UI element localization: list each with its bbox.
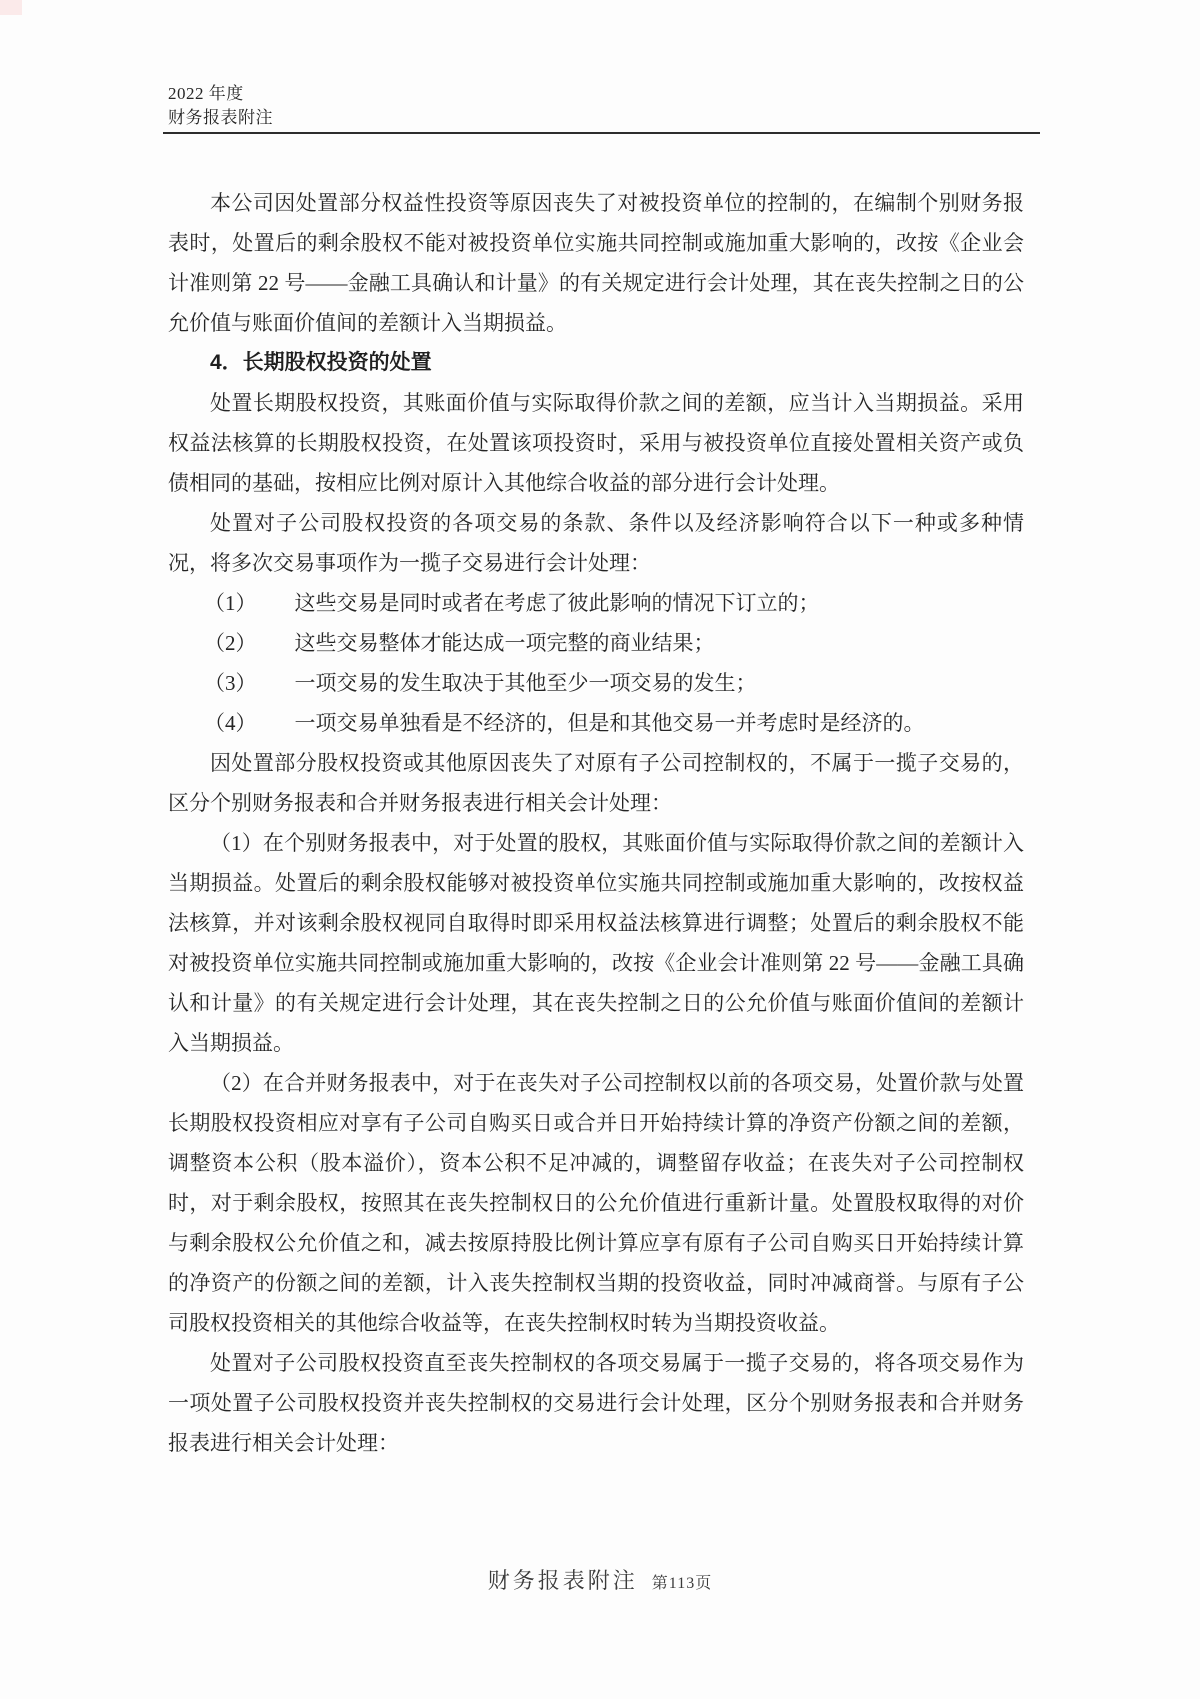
list-item-text: 一项交易的发生取决于其他至少一项交易的发生； — [294, 671, 757, 695]
footer-title: 财务报表附注 — [487, 1568, 638, 1593]
page-footer — [0, 1564, 1200, 1595]
list-item-text: 这些交易整体才能达成一项完整的商业结果； — [294, 631, 715, 655]
list-item-marker: （4） — [204, 711, 257, 735]
list-item-marker: （1） — [204, 591, 257, 615]
section-heading-4: 4．长期股权投资的处置 — [210, 351, 432, 374]
list-item-3 — [168, 663, 1024, 703]
paragraph-bundle-until-loss-of-control: 处置对子公司股权投资直至丧失控制权的各项交易属于一揽子交易的，将各项交易作为一项处置子公司股权投资并丧失控制权的交易进行会计处理，区分个别财务报表和合并财务报表进行相关会计处理： — [168, 1351, 1024, 1455]
report-year: 2022 年度 — [168, 84, 244, 103]
paragraph-disposal-loss-of-control: 本公司因处置部分权益性投资等原因丧失了对被投资单位的控制的，在编制个别财务报表时，处置后的剩余股权不能对被投资单位实施共同控制或施加重大影响的，改按《企业会计准则第 22 号——金融工具确认和计量》的有关规定进行会计处理，其在丧失控制之日的公允价值与账面价值间的差额计入当期损益。 — [168, 191, 1024, 335]
list-item-1 — [168, 583, 1024, 623]
paragraph-bundle-transaction-intro: 处置对子公司股权投资的各项交易的条款、条件以及经济影响符合以下一种或多种情况，将多次交易事项作为一揽子交易进行会计处理： — [168, 511, 1024, 575]
document-body — [168, 183, 1024, 1463]
paragraph-consolidated-statements: （2）在合并财务报表中，对于在丧失对子公司控制权以前的各项交易，处置价款与处置长期股权投资相应对享有子公司自购买日或合并日开始持续计算的净资产份额之间的差额，调整资本公积（股本溢价），资本公积不足冲减的，调整留存收益；在丧失对子公司控制权时，对于剩余股权，按照其在丧失控制权日的公允价值进行重新计量。处置股权取得的对价与剩余股权公允价值之和，减去按原持股比例计算应享有原有子公司自购买日开始持续计算的净资产的份额之间的差额，计入丧失控制权当期的投资收益，同时冲减商誉。与原有子公司股权投资相关的其他综合收益等，在丧失控制权时转为当期投资收益。 — [168, 1071, 1024, 1335]
list-item-marker: （3） — [204, 671, 257, 695]
paragraph-disposal-of-lt-equity: 处置长期股权投资，其账面价值与实际取得价款之间的差额，应当计入当期损益。采用权益法核算的长期股权投资，在处置该项投资时，采用与被投资单位直接处置相关资产或负债相同的基础，按相应比例对原计入其他综合收益的部分进行会计处理。 — [168, 391, 1024, 495]
scan-corner-artifact — [0, 0, 22, 15]
footer-page-number: 第113页 — [651, 1575, 713, 1592]
page-header — [168, 82, 273, 130]
list-item-2 — [168, 623, 1024, 663]
list-item-text: 一项交易单独看是不经济的，但是和其他交易一并考虑时是经济的。 — [294, 711, 925, 735]
list-item-text: 这些交易是同时或者在考虑了彼此影响的情况下订立的； — [294, 591, 820, 615]
report-title: 财务报表附注 — [168, 108, 273, 127]
paragraph-individual-statements: （1）在个别财务报表中，对于处置的股权，其账面价值与实际取得价款之间的差额计入当期损益。处置后的剩余股权能够对被投资单位实施共同控制或施加重大影响的，改按权益法核算，并对该剩余股权视同自取得时即采用权益法核算进行调整；处置后的剩余股权不能对被投资单位实施共同控制或施加重大影响的，改按《企业会计准则第 22 号——金融工具确认和计量》的有关规定进行会计处理，其在丧失控制之日的公允价值与账面价值间的差额计入当期损益。 — [168, 831, 1024, 1055]
header-rule — [163, 132, 1040, 134]
list-item-4 — [168, 703, 1024, 743]
paragraph-non-bundle-intro: 因处置部分股权投资或其他原因丧失了对原有子公司控制权的，不属于一揽子交易的，区分个别财务报表和合并财务报表进行相关会计处理： — [168, 751, 1024, 815]
list-item-marker: （2） — [204, 631, 257, 655]
